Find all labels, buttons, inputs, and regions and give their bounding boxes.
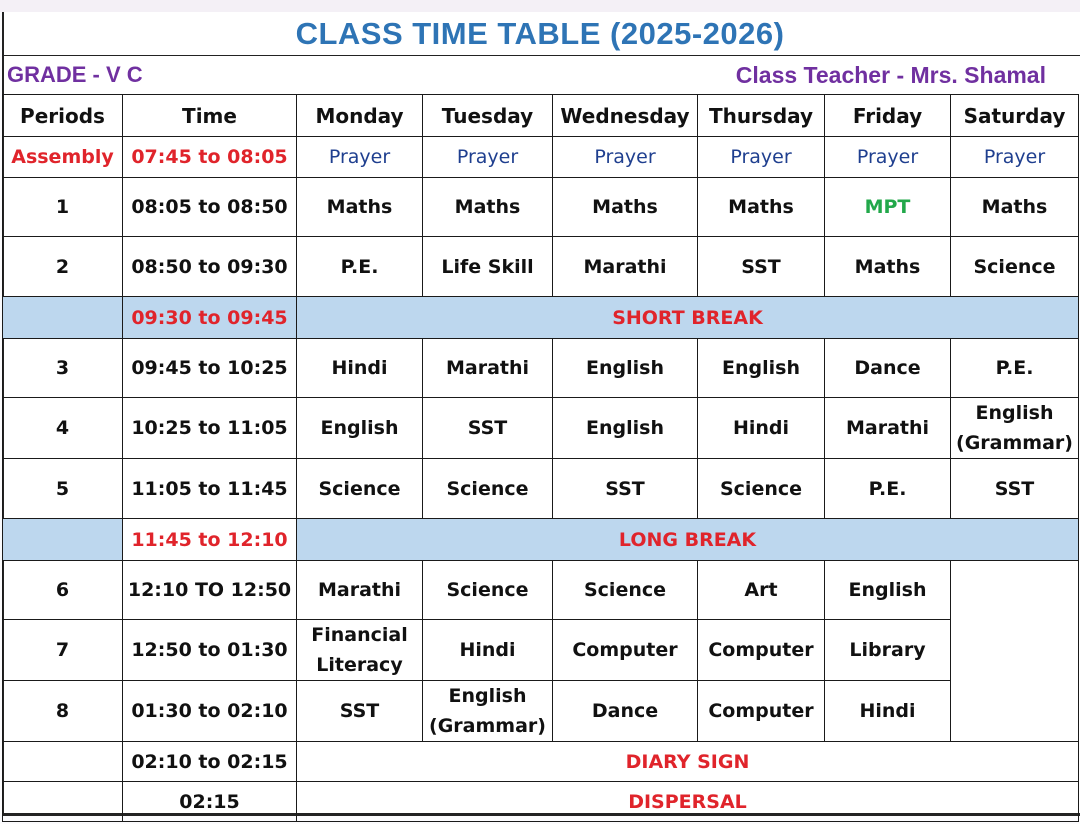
cell-thursday: English (698, 339, 825, 398)
period-number: 8 (3, 681, 123, 742)
cell-tuesday: English (Grammar) (423, 681, 553, 742)
cell-thursday: Computer (698, 681, 825, 742)
header-tuesday: Tuesday (423, 95, 553, 137)
cell-thursday: Science (698, 459, 825, 519)
cell-thursday: Computer (698, 620, 825, 681)
header-monday: Monday (297, 95, 423, 137)
cell-wednesday: Marathi (553, 237, 698, 297)
assembly-time: 07:45 to 08:05 (123, 137, 297, 178)
header-saturday: Saturday (951, 95, 1079, 137)
cell-monday: Science (297, 459, 423, 519)
header-thursday: Thursday (698, 95, 825, 137)
period-row (3, 620, 1079, 681)
cell-friday: Maths (825, 237, 951, 297)
dispersal-row (3, 782, 1079, 822)
diary-sign-row (3, 742, 1079, 782)
assembly-period: Assembly (3, 137, 123, 178)
cell-friday: English (825, 561, 951, 620)
assembly-thursday: Prayer (698, 137, 825, 178)
cell-tuesday: Science (423, 561, 553, 620)
period-time: 09:45 to 10:25 (123, 339, 297, 398)
short-break-label: SHORT BREAK (297, 297, 1079, 339)
period-number: 2 (3, 237, 123, 297)
diary-time: 02:10 to 02:15 (123, 742, 297, 782)
cell-monday: Marathi (297, 561, 423, 620)
cell-monday: Hindi (297, 339, 423, 398)
diary-period (3, 742, 123, 782)
cell-wednesday: English (553, 339, 698, 398)
cell-friday: Marathi (825, 398, 951, 459)
cell-wednesday: English (553, 398, 698, 459)
dispersal-label: DISPERSAL (297, 782, 1079, 822)
timetable (2, 94, 1079, 822)
title-divider (2, 55, 1080, 56)
cell-monday: SST (297, 681, 423, 742)
cell-saturday: Science (951, 237, 1079, 297)
short-break-period (3, 297, 123, 339)
cell-saturday: P.E. (951, 339, 1079, 398)
assembly-row (3, 137, 1079, 178)
period-number: 7 (3, 620, 123, 681)
header-wednesday: Wednesday (553, 95, 698, 137)
cell-tuesday: Life Skill (423, 237, 553, 297)
cell-wednesday: SST (553, 459, 698, 519)
period-row (3, 459, 1079, 519)
cell-thursday: Art (698, 561, 825, 620)
header-row (3, 95, 1079, 137)
saturday-empty-cell (951, 561, 1079, 742)
period-number: 5 (3, 459, 123, 519)
assembly-monday: Prayer (297, 137, 423, 178)
long-break-period (3, 519, 123, 561)
assembly-tuesday: Prayer (423, 137, 553, 178)
page-title: CLASS TIME TABLE (2025-2026) (295, 16, 785, 51)
cell-friday: Dance (825, 339, 951, 398)
cell-thursday: Maths (698, 178, 825, 237)
period-number: 4 (3, 398, 123, 459)
period-number: 6 (3, 561, 123, 620)
period-time: 08:05 to 08:50 (123, 178, 297, 237)
cell-tuesday: Maths (423, 178, 553, 237)
period-row (3, 561, 1079, 620)
cell-friday: P.E. (825, 459, 951, 519)
grade-label: GRADE - V C (7, 62, 143, 87)
cell-tuesday: Hindi (423, 620, 553, 681)
period-time: 12:50 to 01:30 (123, 620, 297, 681)
period-time: 08:50 to 09:30 (123, 237, 297, 297)
cell-saturday: Maths (951, 178, 1079, 237)
long-break-label: LONG BREAK (297, 519, 1079, 561)
cell-monday: P.E. (297, 237, 423, 297)
period-number: 3 (3, 339, 123, 398)
assembly-wednesday: Prayer (553, 137, 698, 178)
top-strip (0, 0, 1080, 12)
cell-saturday: SST (951, 459, 1079, 519)
cell-monday: Financial Literacy (297, 620, 423, 681)
cell-wednesday: Maths (553, 178, 698, 237)
period-row (3, 681, 1079, 742)
assembly-friday: Prayer (825, 137, 951, 178)
assembly-saturday: Prayer (951, 137, 1079, 178)
period-row (3, 178, 1079, 237)
long-break-time: 11:45 to 12:10 (123, 519, 297, 561)
period-time: 11:05 to 11:45 (123, 459, 297, 519)
period-row (3, 339, 1079, 398)
dispersal-period (3, 782, 123, 822)
cell-monday: Maths (297, 178, 423, 237)
cell-monday: English (297, 398, 423, 459)
short-break-row (3, 297, 1079, 339)
short-break-time: 09:30 to 09:45 (123, 297, 297, 339)
period-row (3, 237, 1079, 297)
header-periods: Periods (3, 95, 123, 137)
diary-sign-label: DIARY SIGN (297, 742, 1079, 782)
class-teacher-label: Class Teacher - Mrs. Shamal (735, 62, 1046, 88)
header-friday: Friday (825, 95, 951, 137)
cell-wednesday: Dance (553, 681, 698, 742)
cell-tuesday: SST (423, 398, 553, 459)
period-number: 1 (3, 178, 123, 237)
cell-saturday: English (Grammar) (951, 398, 1079, 459)
cell-wednesday: Computer (553, 620, 698, 681)
long-break-row (3, 519, 1079, 561)
cell-wednesday: Science (553, 561, 698, 620)
period-time: 01:30 to 02:10 (123, 681, 297, 742)
cell-friday: Hindi (825, 681, 951, 742)
dispersal-time: 02:15 (123, 782, 297, 822)
cell-tuesday: Science (423, 459, 553, 519)
period-row (3, 398, 1079, 459)
header-time: Time (123, 95, 297, 137)
cell-tuesday: Marathi (423, 339, 553, 398)
cell-friday: Library (825, 620, 951, 681)
cell-thursday: Hindi (698, 398, 825, 459)
cell-thursday: SST (698, 237, 825, 297)
cell-friday: MPT (825, 178, 951, 237)
period-time: 12:10 TO 12:50 (123, 561, 297, 620)
period-time: 10:25 to 11:05 (123, 398, 297, 459)
